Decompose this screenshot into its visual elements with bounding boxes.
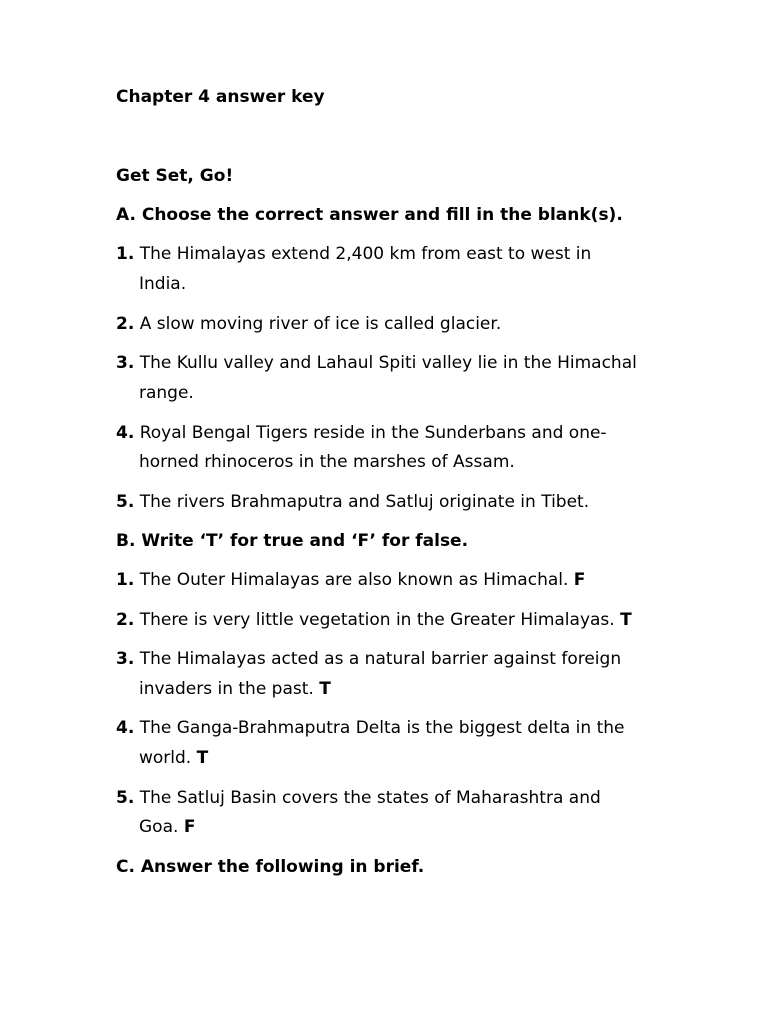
section-b-item-5-continued (139, 812, 739, 842)
item-number: 5. (116, 492, 135, 512)
item-number: 5. (116, 788, 135, 808)
item-text: The Himalayas extend 2,400 km from east to west in (139, 244, 592, 264)
section-a-item-4-continued: horned rhinoceros in the marshes of Assam. (139, 452, 515, 472)
section-b-item-3 (116, 644, 716, 674)
document-title: Chapter 4 answer key (116, 87, 325, 107)
section-a-item-4 (116, 418, 716, 448)
item-text: The Satluj Basin covers the states of Maharashtra and (139, 788, 601, 808)
item-answer: F (183, 817, 196, 837)
item-number: 4. (116, 423, 135, 443)
item-text: The Outer Himalayas are also known as Himachal. (139, 570, 569, 590)
section-a-heading: A. Choose the correct answer and fill in the blank(s). (116, 205, 623, 225)
section-a-item-1 (116, 239, 716, 269)
section-b-item-4-continued (139, 743, 739, 773)
item-answer: T (620, 610, 632, 630)
item-number: 3. (116, 353, 135, 373)
section-b-item-2 (116, 605, 716, 635)
item-text: The Himalayas acted as a natural barrier against foreign (139, 649, 622, 669)
item-number: 4. (116, 718, 135, 738)
section-b-heading: B. Write ‘T’ for true and ‘F’ for false. (116, 531, 469, 551)
section-a-item-3-continued: range. (139, 383, 194, 403)
item-number: 1. (116, 570, 135, 590)
section-a-item-5 (116, 487, 716, 517)
item-text: world. (139, 748, 192, 768)
item-text: invaders in the past. (139, 679, 314, 699)
item-text: A slow moving river of ice is called glacier. (139, 314, 502, 334)
section-b-item-4 (116, 713, 716, 743)
item-number: 3. (116, 649, 135, 669)
item-text: Goa. (139, 817, 179, 837)
item-text: The rivers Brahmaputra and Satluj originate in Tibet. (139, 492, 590, 512)
section-b-item-3-continued (139, 674, 739, 704)
item-text: The Kullu valley and Lahaul Spiti valley lie in the Himachal (139, 353, 637, 373)
section-a-item-3 (116, 348, 716, 378)
item-answer: F (573, 570, 586, 590)
section-a-item-2 (116, 309, 716, 339)
section-b-item-5 (116, 783, 716, 813)
item-number: 2. (116, 610, 135, 630)
item-number: 1. (116, 244, 135, 264)
item-answer: T (196, 748, 209, 768)
item-text: The Ganga-Brahmaputra Delta is the biggest delta in the (139, 718, 625, 738)
section-a-item-1-continued: India. (139, 274, 187, 294)
item-text: There is very little vegetation in the Greater Himalayas. (139, 610, 615, 630)
section-c-heading: C. Answer the following in brief. (116, 857, 425, 877)
item-text: Royal Bengal Tigers reside in the Sunderbans and one- (139, 423, 607, 443)
item-answer: T (319, 679, 331, 699)
section-b-item-1 (116, 565, 716, 595)
item-number: 2. (116, 314, 135, 334)
section-subtitle: Get Set, Go! (116, 166, 234, 186)
